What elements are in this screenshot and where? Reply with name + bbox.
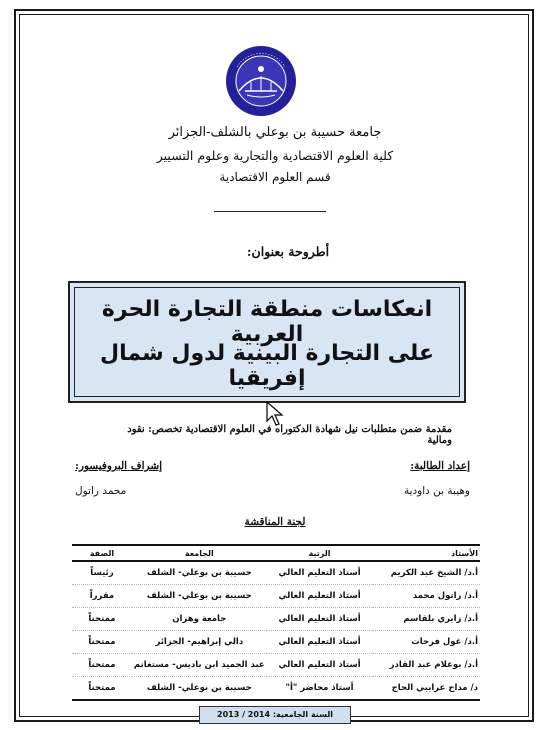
department-name: قسم العلوم الاقتصادية: [219, 170, 331, 184]
professor-role: رئيساً: [72, 561, 132, 585]
student-label: إعداد الطالبة:: [410, 460, 470, 472]
university-seal-icon: [225, 45, 297, 117]
professor-rank: أستاذ التعليم العالي: [267, 585, 373, 608]
supervisor-name: محمد راتول: [75, 485, 127, 497]
professor-rank: أستاذ التعليم العالي: [267, 561, 373, 585]
student-name: وهيبة بن داودية: [403, 485, 470, 497]
academic-year-value: 2013 / 2014: [217, 710, 271, 719]
professor-name: أ.د/ الشيخ عبد الكريم: [372, 561, 480, 585]
professor-role: مقرراً: [72, 585, 132, 608]
thesis-title-line-2: على التجارة البينية لدول شمال إفريقيا: [100, 341, 434, 391]
professor-university: حسيبة بن بوعلي- الشلف: [132, 561, 267, 585]
header-university: الجامعة: [132, 545, 267, 561]
table-row: [72, 585, 480, 608]
professor-rank: أستاذ محاضر "أ": [267, 677, 373, 701]
academic-year-label: السنة الجامعية:: [272, 710, 333, 719]
professor-name: أ.د/ زايري بلقاسم: [372, 608, 480, 631]
degree-statement: مقدمة ضمن متطلبات نيل شهادة الدكتوراه في العلوم الاقتصادية تخصص: نقود ومالية: [127, 424, 452, 446]
professor-rank: أستاذ التعليم العالي: [267, 654, 373, 677]
professor-role: ممتحناً: [72, 631, 132, 654]
committee-title: لجنة المناقشة: [244, 516, 306, 528]
table-row: [72, 654, 480, 677]
professor-role: ممتحناً: [72, 677, 132, 701]
title-box: [68, 281, 466, 403]
header-professor: الأستاذ: [372, 545, 480, 561]
header-role: الصفة: [72, 545, 132, 561]
faculty-name: كلية العلوم الاقتصادية والتجارية وعلوم التسيير: [156, 148, 394, 163]
professor-rank: أستاذ التعليم العالي: [267, 608, 373, 631]
professor-university: دالي إبراهيم- الجزائر: [132, 631, 267, 654]
table-row: [72, 608, 480, 631]
supervisor-label: إشراف البروفيسور:: [75, 460, 163, 472]
professor-role: ممتحناً: [72, 654, 132, 677]
professor-university: عبد الحميد ابن باديس- مستغانم: [132, 654, 267, 677]
thesis-label: أطروحة بعنوان:: [246, 244, 330, 259]
professor-university: حسيبة بن بوعلي- الشلف: [132, 677, 267, 701]
thesis-title-line-1: انعكاسات منطقة التجارة الحرة العربية: [101, 297, 433, 347]
header-rank: الرتبة: [267, 545, 373, 561]
professor-name: أ.د/ راتول محمد: [372, 585, 480, 608]
professor-name: أ.د/ بوعلام عبد القادر: [372, 654, 480, 677]
professor-name: أ.د/ غول فرحات: [372, 631, 480, 654]
professor-name: د/ مداح عرايبي الحاج: [372, 677, 480, 701]
jury-header-row: [72, 545, 480, 561]
professor-role: ممتحناً: [72, 608, 132, 631]
professor-university: حسيبة بن بوعلي- الشلف: [132, 585, 267, 608]
table-row: [72, 631, 480, 654]
professor-rank: أستاذ التعليم العالي: [267, 631, 373, 654]
professor-university: جامعة وهران: [132, 608, 267, 631]
jury-table: [72, 544, 480, 701]
separator-line: [214, 211, 326, 212]
academic-year-box: [199, 706, 351, 724]
university-name: جامعة حسيبة بن بوعلي بالشلف-الجزائر: [168, 125, 382, 140]
table-row: [72, 561, 480, 585]
table-row: [72, 677, 480, 701]
